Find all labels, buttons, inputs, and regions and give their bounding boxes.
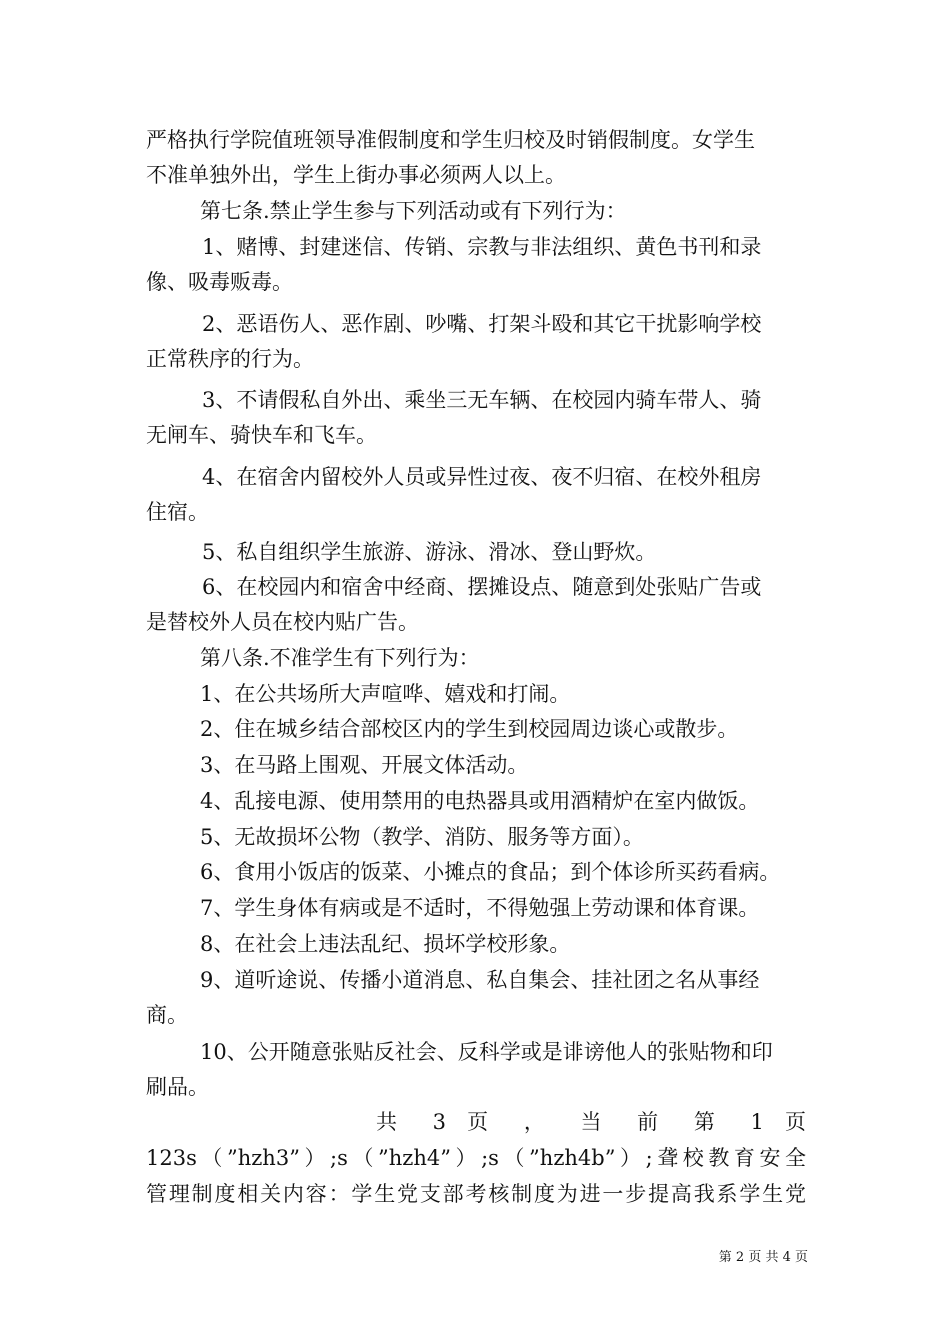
text-line: 6、食用小饭店的饭菜、小摊点的食品；到个体诊所买药看病。 (200, 860, 781, 884)
article-heading: 第八条.不准学生有下列行为： (200, 646, 480, 670)
text-line: 是替校外人员在校内贴广告。 (146, 610, 419, 634)
text-line: 管理制度相关内容：学生党支部考核制度为进一步提高我系学生党 (146, 1182, 806, 1206)
text-line: 无闸车、骑快车和飞车。 (146, 423, 377, 447)
text-line: 像、吸毒贩毒。 (146, 270, 293, 294)
text-line: 严格执行学院值班领导准假制度和学生归校及时销假制度。女学生 (146, 128, 755, 152)
text-line: 10、公开随意张贴反社会、反科学或是诽谤他人的张贴物和印 (200, 1040, 773, 1064)
text-line: 正常秩序的行为。 (146, 347, 314, 371)
text-line: 9、道听途说、传播小道消息、私自集会、挂社团之名从事经 (200, 968, 760, 992)
text-line: 5、无故损坏公物（教学、消防、服务等方面）。 (200, 825, 644, 849)
text-line: 1、在公共场所大声喧哗、嬉戏和打闹。 (200, 682, 571, 706)
text-line: 3、在马路上围观、开展文体活动。 (200, 753, 529, 777)
text-line: 不准单独外出，学生上街办事必须两人以上。 (146, 163, 566, 187)
article-heading: 第七条.禁止学生参与下列活动或有下列行为： (200, 199, 627, 223)
text-line: 2、住在城乡结合部校区内的学生到校园周边谈心或散步。 (200, 717, 739, 741)
text-line: 3、不请假私自外出、乘坐三无车辆、在校园内骑车带人、骑 (202, 388, 762, 412)
code-line: 123s（”hzh3”）;s（”hzh4”）;s（”hzh4b”）;聋校教育安全 (146, 1146, 806, 1170)
page-footer: 第 2 页 共 4 页 (718, 1250, 808, 1265)
text-line: 5、私自组织学生旅游、游泳、滑冰、登山野炊。 (202, 540, 657, 564)
text-line: 8、在社会上违法乱纪、损坏学校形象。 (200, 932, 571, 956)
text-line: 商。 (146, 1003, 188, 1027)
text-line: 刷品。 (146, 1075, 209, 1099)
text-line: 4、在宿舍内留校外人员或异性过夜、夜不归宿、在校外租房 (202, 465, 762, 489)
text-line: 2、恶语伤人、恶作剧、吵嘴、打架斗殴和其它干扰影响学校 (202, 312, 762, 336)
text-line: 7、学生身体有病或是不适时，不得勉强上劳动课和体育课。 (200, 896, 760, 920)
text-line: 住宿。 (146, 500, 209, 524)
text-line: 6、在校园内和宿舍中经商、摆摊设点、随意到处张贴广告或 (202, 575, 762, 599)
text-line: 4、乱接电源、使用禁用的电热器具或用酒精炉在室内做饭。 (200, 789, 760, 813)
text-line: 1、赌博、封建迷信、传销、宗教与非法组织、黄色书刊和录 (202, 235, 762, 259)
page-count-line: 共 3 页 ， 当 前 第 1 页 (376, 1110, 806, 1134)
